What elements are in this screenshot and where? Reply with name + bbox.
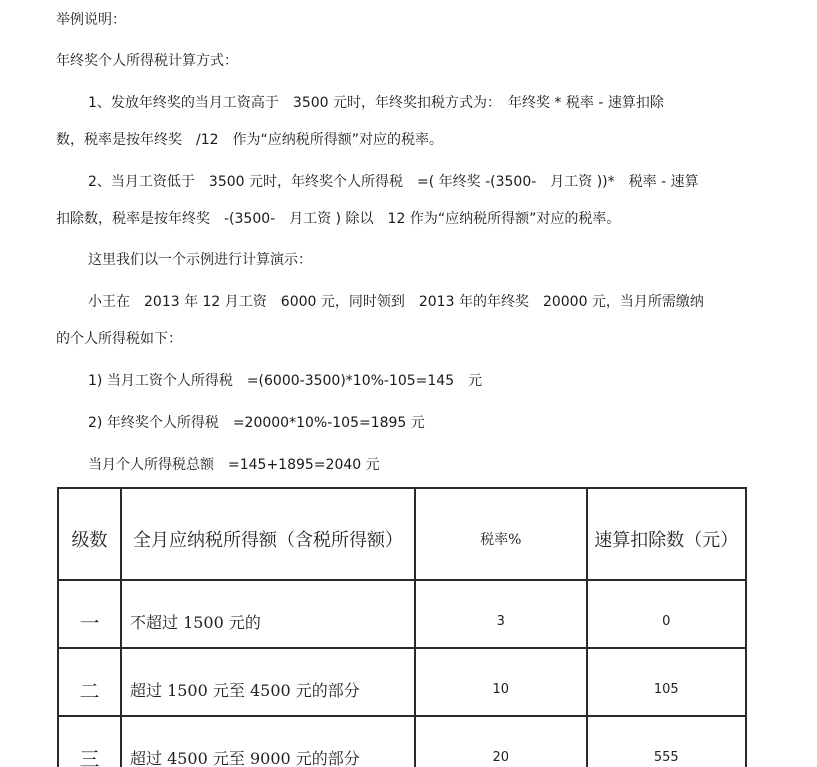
calc-bonus-tax: 2) 年终奖个人所得税 =20000*10%-105=1895 元 — [88, 415, 425, 431]
example-heading: 举例说明： — [56, 12, 126, 28]
row-range: 不超过 1500 元的 — [121, 580, 415, 648]
row-quick-deduction: 0 — [587, 580, 746, 648]
case2-line1: 2、当月工资低于 3500 元时，年终奖个人所得税 =( 年终奖 -(3500- 月工资 ))* 税率 - 速算 — [88, 174, 699, 190]
demo-intro: 这里我们以一个示例进行计算演示： — [88, 252, 312, 268]
table-header-row — [58, 488, 746, 580]
row-level: 一 — [58, 580, 121, 648]
row-level: 三 — [58, 716, 121, 767]
header-level: 级数 — [58, 488, 121, 580]
story-line1: 小王在 2013 年 12 月工资 6000 元，同时领到 2013 年的年终奖 20000 元，当月所需缴纳 — [88, 294, 704, 310]
table-row — [58, 716, 746, 767]
row-range: 超过 4500 元至 9000 元的部分 — [121, 716, 415, 767]
row-rate: 10 — [415, 648, 587, 716]
table-row — [58, 648, 746, 716]
table-row — [58, 580, 746, 648]
header-quick-deduction: 速算扣除数（元） — [587, 488, 746, 580]
case1-line2: 数，税率是按年终奖 /12 作为“应纳税所得额”对应的税率。 — [56, 132, 444, 148]
row-range: 超过 1500 元至 4500 元的部分 — [121, 648, 415, 716]
case2-line2: 扣除数，税率是按年终奖 -(3500- 月工资 ) 除以 12 作为“应纳税所得额”对应的税率。 — [56, 211, 621, 227]
calc-total-tax: 当月个人所得税总额 =145+1895=2040 元 — [88, 457, 380, 473]
tax-rate-table — [57, 487, 747, 767]
row-level: 二 — [58, 648, 121, 716]
header-taxable-income: 全月应纳税所得额（含税所得额） — [121, 488, 415, 580]
case1-line1: 1、发放年终奖的当月工资高于 3500 元时，年终奖扣税方式为： 年终奖 * 税率 - 速算扣除 — [88, 95, 664, 111]
calc-salary-tax: 1) 当月工资个人所得税 =(6000-3500)*10%-105=145 元 — [88, 373, 483, 389]
row-quick-deduction: 105 — [587, 648, 746, 716]
row-rate: 20 — [415, 716, 587, 767]
row-quick-deduction: 555 — [587, 716, 746, 767]
tax-rate-table-container — [57, 487, 751, 767]
header-tax-rate: 税率% — [415, 488, 587, 580]
row-rate: 3 — [415, 580, 587, 648]
story-line2: 的个人所得税如下： — [56, 331, 182, 347]
method-heading: 年终奖个人所得税计算方式： — [56, 53, 238, 69]
